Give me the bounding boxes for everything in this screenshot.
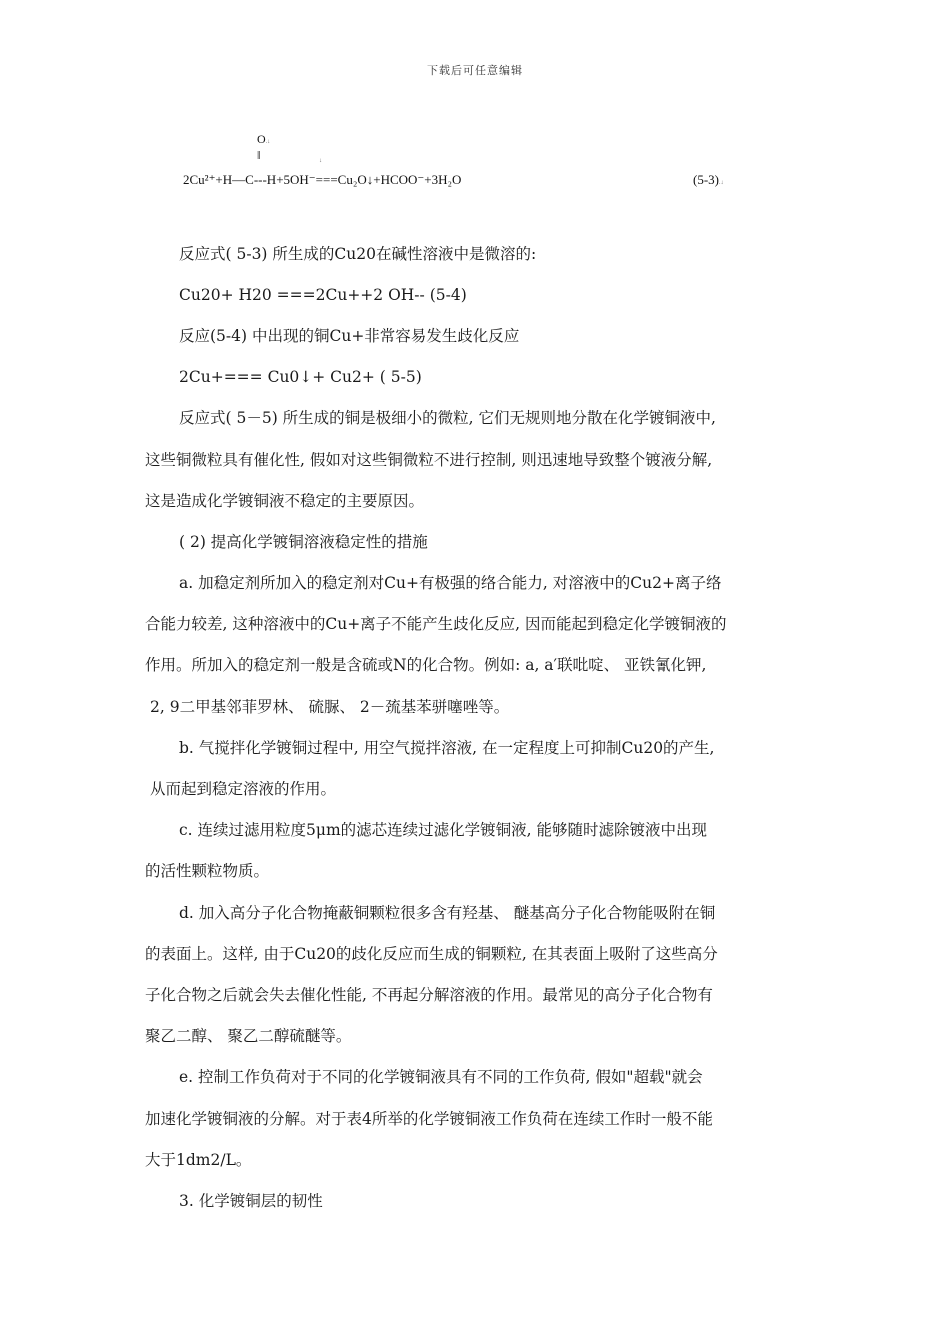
paragraph-line: Cu20+ H20 ===2Cu++2 OH-- (5-4) — [179, 286, 467, 304]
paragraph-line: 大于1dm2/L。 — [145, 1151, 252, 1169]
paragraph-line: a. 加稳定剂所加入的稳定剂对Cu+有极强的络合能力, 对溶液中的Cu2+离子络 — [179, 574, 722, 592]
paragraph-line: 的活性颗粒物质。 — [145, 862, 270, 880]
paragraph-line: e. 控制工作负荷对于不同的化学镀铜液具有不同的工作负荷, 假如"超载"就会 — [179, 1068, 703, 1086]
paragraph-line: 加速化学镀铜液的分解。对于表4所举的化学镀铜液工作负荷在连续工作时一般不能 — [145, 1110, 713, 1128]
formula-equation: 2Cu²⁺+H—C---H+5OH⁻===Cu₂O↓+HCOO⁻+3H₂O — [183, 172, 462, 187]
paragraph-line: 从而起到稳定溶液的作用。 — [150, 780, 337, 798]
section-heading: ( 2) 提高化学镀铜溶液稳定性的措施 — [179, 533, 428, 551]
paragraph-line: 的表面上。这样, 由于Cu20的歧化反应而生成的铜颗粒, 在其表面上吸附了这些高分 — [145, 945, 718, 963]
paragraph-line: 反应式( 5-3) 所生成的Cu20在碱性溶液中是微溶的: — [179, 245, 537, 263]
page-header: 下载后可任意编辑 — [427, 64, 523, 77]
formula-number: (5-3).↓ — [693, 172, 724, 187]
paragraph-line: 合能力较差, 这种溶液中的Cu+离子不能产生歧化反应, 因而能起到稳定化学镀铜液的 — [145, 615, 727, 633]
paragraph-line: 聚乙二醇、 聚乙二醇硫醚等。 — [145, 1027, 352, 1045]
paragraph-line: 反应式( 5－5) 所生成的铜是极细小的微粒, 它们无规则地分散在化学镀铜液中, — [179, 409, 716, 427]
paragraph-line: b. 气搅拌化学镀铜过程中, 用空气搅拌溶液, 在一定程度上可抑制Cu20的产生, — [179, 739, 715, 757]
paragraph-line: 反应(5-4) 中出现的铜Cu+非常容易发生歧化反应 — [179, 327, 520, 345]
paragraph-line: 子化合物之后就会失去催化性能, 不再起分解溶液的作用。最常见的高分子化合物有 — [145, 986, 713, 1004]
paragraph-line: c. 连续过滤用粒度5μm的滤芯连续过滤化学镀铜液, 能够随时滤除镀液中出现 — [179, 821, 708, 839]
formula-double-bond: ‖ — [257, 148, 260, 162]
formula-oxygen: O.↓ — [257, 132, 271, 146]
paragraph-line: 这是造成化学镀铜液不稳定的主要原因。 — [145, 492, 425, 510]
section-heading: 3. 化学镀铜层的韧性 — [179, 1192, 323, 1210]
chemical-equation-5-3 — [183, 128, 743, 198]
paragraph-line: d. 加入高分子化合物掩蔽铜颗粒很多含有羟基、 醚基高分子化合物能吸附在铜 — [179, 904, 716, 922]
formula-mark: ↓ — [319, 158, 322, 164]
paragraph-line: 2Cu+=== Cu0↓+ Cu2+ ( 5-5) — [179, 368, 422, 386]
paragraph-line: 2, 9二甲基邻菲罗林、 硫脲、 2－巯基苯骈噻唑等。 — [150, 698, 510, 716]
paragraph-line: 作用。所加入的稳定剂一般是含硫或N的化合物。例如: a, a′联吡啶、 亚铁氰化钾, — [145, 656, 707, 674]
paragraph-line: 这些铜微粒具有催化性, 假如对这些铜微粒不进行控制, 则迅速地导致整个镀液分解, — [145, 451, 713, 469]
